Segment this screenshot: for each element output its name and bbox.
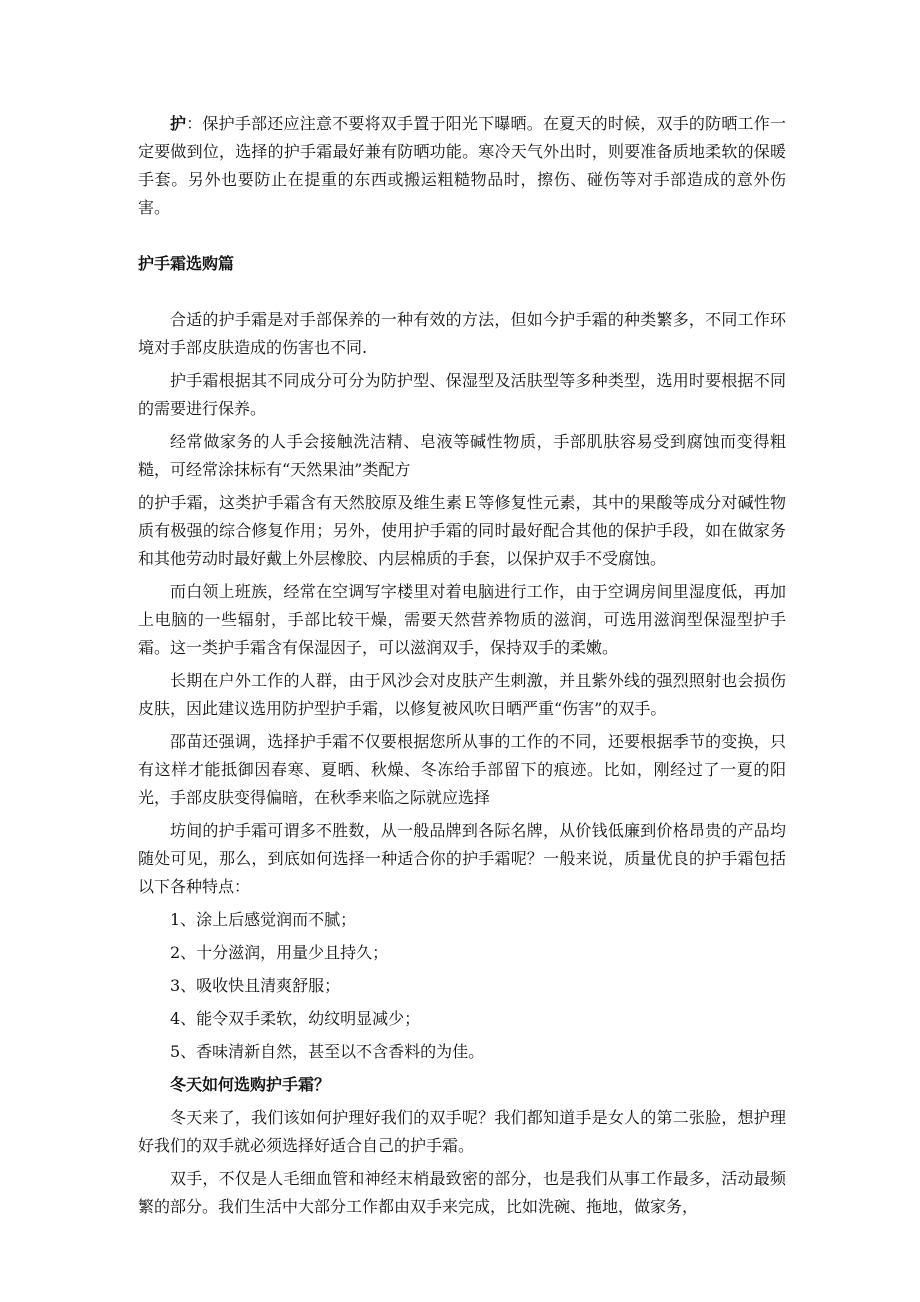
paragraph: 坊间的护手霜可谓多不胜数，从一般品牌到各际名牌，从价钱低廉到价格昂贵的产品均随处可见，那么，到底如何选择一种适合你的护手霜呢？一般来说，质量优良的护手霜包括以下各种特点：	[138, 821, 786, 896]
paragraph: 护手霜根据其不同成分可分为防护型、保湿型及活肤型等多种类型，选用时要根据不同的需要进行保养。	[138, 371, 786, 418]
list-item: 5、香味清新自然，甚至以不含香料的为佳。	[170, 1042, 485, 1061]
list-item: 3、吸收快且清爽舒服；	[170, 976, 341, 995]
section-heading-buying-guide: 护手霜选购篇	[138, 254, 235, 273]
paragraph: 双手，不仅是人毛细血管和神经末梢最致密的部分，也是我们从事工作最多，活动最频繁的部分。我们生活中大部分工作都由双手来完成，比如洗碗、拖地，做家务，	[138, 1169, 786, 1216]
section-heading-winter: 冬天如何选购护手霜？	[170, 1075, 331, 1094]
paragraph: 冬天来了，我们该如何护理好我们的双手呢？我们都知道手是女人的第二张脸，想护理好我们的双手就必须选择好适合自己的护手霜。	[138, 1108, 786, 1155]
paragraph: 邵苗还强调，选择护手霜不仅要根据您所从事的工作的不同，还要根据季节的变换，只有这样才能抵御因春寒、夏晒、秋燥、冬冻给手部留下的痕迹。比如，刚经过了一夏的阳光，手部皮肤变得偏暗，在秋季来临之际就应选择	[138, 732, 786, 807]
paragraph: 的护手霜，这类护手霜含有天然胶原及维生素Ｅ等修复性元素，其中的果酸等成分对碱性物质有极强的综合修复作用；另外，使用护手霜的同时最好配合其他的保护手段，如在做家务和其他劳动时最好戴上外层橡胶、内层棉质的手套，以保护双手不受腐蚀。	[138, 493, 786, 568]
paragraph: 合适的护手霜是对手部保养的一种有效的方法，但如今护手霜的种类繁多，不同工作环境对手部皮肤造成的伤害也不同.	[138, 310, 786, 357]
document-page	[138, 110, 786, 1221]
intro-paragraph	[138, 110, 786, 222]
list-item: 1、涂上后感觉润而不腻；	[170, 910, 357, 929]
list-item: 4、能令双手柔软，幼纹明显减少；	[170, 1009, 421, 1028]
paragraph: 经常做家务的人手会接触洗洁精、皂液等碱性物质，手部肌肤容易受到腐蚀而变得粗糙，可经常涂抹标有“天然果油”类配方	[138, 432, 786, 479]
intro-text: ：保护手部还应注意不要将双手置于阳光下曝晒。在夏天的时候，双手的防晒工作一定要做到位，选择的护手霜最好兼有防晒功能。寒冷天气外出时，则要准备质地柔软的保暖手套。另外也要防止在提重的东西或搬运粗糙物品时，擦伤、碰伤等对手部造成的意外伤害。	[138, 114, 786, 217]
paragraph: 而白领上班族，经常在空调写字楼里对着电脑进行工作，由于空调房间里湿度低，再加上电脑的一些辐射，手部比较干燥，需要天然营养物质的滋润，可选用滋润型保湿型护手霜。这一类护手霜含有保湿因子，可以滋润双手，保持双手的柔嫩。	[138, 582, 786, 657]
list-item: 2、十分滋润，用量少且持久；	[170, 943, 389, 962]
paragraph: 长期在户外工作的人群，由于风沙会对皮肤产生刺激，并且紫外线的强烈照射也会损伤皮肤，因此建议选用防护型护手霜，以修复被风吹日晒严重“伤害”的双手。	[138, 671, 786, 718]
intro-lead: 护	[170, 114, 187, 133]
